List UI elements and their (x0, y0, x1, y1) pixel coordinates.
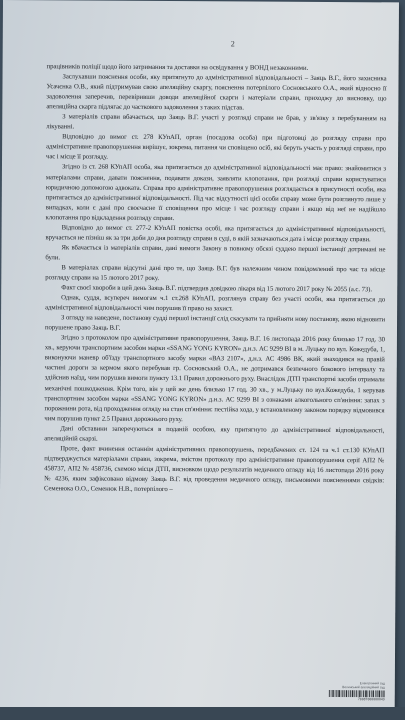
paragraph-7: Як вбачається із матеріалів справи, дані вимоги Закону в повному обсязі суддею першої інстанції дотримані не були. (45, 244, 386, 262)
page-number: 2 (230, 39, 235, 49)
paragraph-9: Факт своєї хвороби в цей день Заяць В.Г. підтвердив довідкою лікаря від 15 лютого 2017 року № 2055 (а.с. 73). (61, 284, 373, 294)
barcode-number: 70087000000049 (357, 697, 385, 702)
document-stamp (325, 681, 385, 701)
stamp-caption: Електронний суд Волинський апеляційний суд (342, 681, 385, 690)
paragraph-10: Однак, суддя, всупереч вимогам ч.1 ст.268 КУпАП, розглянув справу без участі особи, яка притягається до адміністративної відповідальності чим порушив її право на захист. (45, 294, 386, 313)
paragraph-5: Згідно із ст. 268 КУпАП особа, яка притягається до адміністративної відповідальності має право: знайомитися з матеріалами справи, давати пояснення, подавати докази, заявляти клопотання, при розгляді справи користуватися юридичною допомогою адвоката. Справа про адміністративне правопорушення розглядається в присутності особи, яка притягається до адміністративної відповідальності. Під час відсутності цієї особи справу може бути розглянуто лише у випадках, коли є дані про своєчасне її сповіщення про місце і час розгляду справи і якщо від неї не надійшло клопотання про відкладення розгляду справи. (45, 163, 386, 222)
desk-background (0, 707, 405, 720)
paragraph-3: З матеріалів справи вбачається, що Заяць В.Г. участі у розгляді справи не брав, у зв'язку з перебуванням на лікуванні. (46, 113, 387, 131)
document-body (44, 62, 387, 496)
paragraph-11: З огляду на наведене, постанову судді першої інстанції слід скасувати та прийняти нову постанову, якою відновити порушене право Заяць В.Г. (44, 314, 386, 332)
paragraph-13: Дані обставини заперечуються в поданій особою, яку притягнуто до адміністративної відповідальності, апеляційній скарзі. (44, 425, 385, 443)
paragraph-1: працівників поліції щодо його затримання та доставки на освідування у ВОНД незаконними. (46, 63, 309, 72)
paragraph-12: Згідно з протоколом про адміністративне правопорушення, Заяць В.Г. 16 листопада 2016 року близько 17 год. 30 хв., керуючи транспортним засобом марки «SSANG YONG KYRON» д.н.з. АС 9299 ВІ в м. Луцьку по вул. Кожедуба, 1, виконуючи маневр об'їзду транспортного засобу марки «ВАЗ 2107», д.н.з. АС 4986 ВК, який знаходився на правій частині дороги за кермом якого перебував гр. Сосновський О.А., не дотримався безпечного бокового інтервалу та здійснив наїзд, чим порушив вимоги пункту 13.1 Правил дорожнього руху. Внаслідок ДТП транспортні засоби отримали механічні пошкодження. Крім того, він у цей же день близько 17 год. 30 хв., у м.Луцьку по вул.Кожедуба, 1 керував транспортним засобом марки «SSANG YONG KYRON» д.н.з. АС 9299 ВІ з ознаками алкогольного сп'яніння: запах з порожнини рота, від проходження огляду на стан сп'яніння: пестійка хода, у встановленому законом порядку відмовився чим порушив пункт 2.5 Правил дорожнього руху. (44, 334, 385, 423)
paragraph-14: Проте, факт вчинення останнім адміністративних правопорушень, передбачених ст. 124 та ч.1 ст.130 КУпАП підтверджується матеріалами справи, зокрема, змістом протоколу про адміністративне правопорушення серії АП2 № 458737, АП2 № 458736, схемою місця ДТП, висновком щодо результатів медичного огляду від 16 листопада 2016 року № 4236, яким зафіксовано відмову Заяць В.Г. від проведення медичного огляду, письмовими поясненнями свідків: Семенюка О.О., Семенюк Н.В., потерпілого – (43, 445, 385, 494)
paragraph-2: Заслухавши пояснення особи, яку притягнуто до адміністративної відповідальності – Заяць В.Г., його захисника Усачєнка О.В., який підтримував свою апеляційну скаргу, пояснення потерпілого Сосновського О.А., який відносно її задоволення заперечив, перевіривши доводи апеляційної скарги і матеріали справи, приходжу до висновку, що апеляційна скарга підлягає до часткового задоволення з таких підстав. (46, 73, 387, 112)
paragraph-6: Відповідно до вимог ст. 277-2 КУпАП повістка особі, яка притягається до адміністративної відповідальності, вручається не пізніш як за три доби до дня розгляду справи в суді, в якій зазначаються дата і місце розгляду справи. (45, 224, 386, 244)
paragraph-4: Відповідно до вимог ст. 278 КУпАП, орган (посадова особа) при підготовці до розгляду справи про адміністративне правопорушення вирішує, зокрема, питання чи сповіщено осіб, які беруть участь у розгляді справи, про час і місце її розгляду. (46, 133, 387, 162)
paragraph-8: В матеріалах справи відсутні дані про те, що Заяць В.Г. був належним чином повідомлений про час та місце розгляду справи на 15 лютого 2017 року. (45, 264, 386, 282)
